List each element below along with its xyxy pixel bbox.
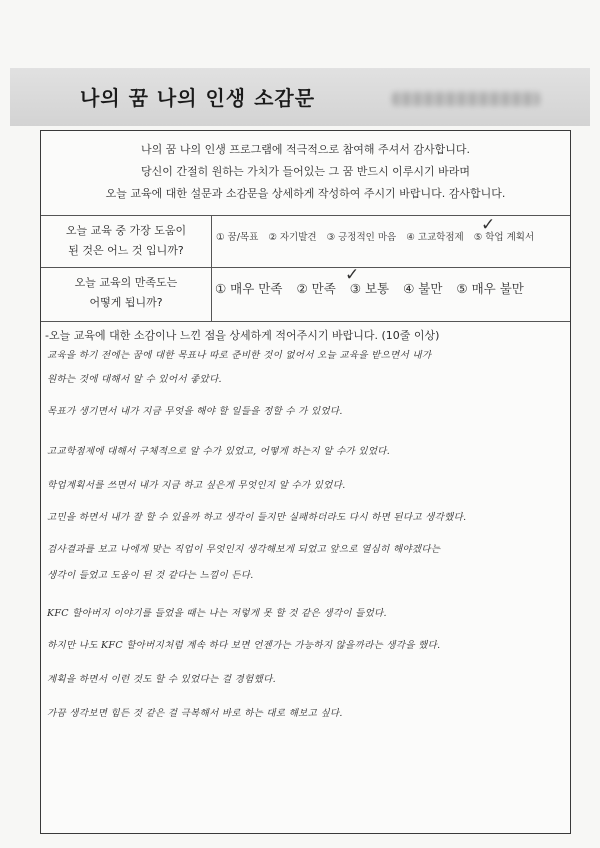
q1-label	[41, 221, 211, 261]
essay-prompt: -오늘 교육에 대한 소감이나 느낀 점을 상세하게 적어주시기 바랍니다. (10줄 이상)	[45, 329, 440, 342]
handwriting-line: 계획을 하면서 이런 것도 할 수 있었다는 걸 경험했다.	[47, 674, 276, 685]
q1-option[interactable]: ④ 고교학점제	[406, 232, 464, 243]
q1-option[interactable]: ① 꿈/목표	[216, 232, 259, 243]
feedback-form	[40, 130, 571, 834]
divider	[41, 321, 570, 322]
q2-label	[41, 273, 211, 313]
q1-option[interactable]: ② 자기발견	[268, 232, 317, 243]
q2-option[interactable]: ⑤ 매우 불만	[456, 281, 524, 296]
handwriting-line: 고교학점제에 대해서 구체적으로 알 수가 있었고, 어떻게 하는지 알 수가 있었다.	[47, 446, 391, 457]
handwriting-line: 생각이 들었고 도움이 된 것 같다는 느낌이 든다.	[47, 570, 254, 581]
q1-label-line: 된 것은 어느 것 입니까?	[68, 244, 184, 257]
divider	[41, 267, 570, 268]
q1-option[interactable]: ⑤ 학업 계획서	[473, 232, 535, 243]
intro-text	[41, 139, 570, 205]
q2-options	[215, 279, 571, 297]
redacted-name	[392, 92, 540, 106]
handwriting-line: 학업계획서를 쓰면서 내가 지금 하고 싶은게 무엇인지 알 수가 있었다.	[47, 480, 346, 491]
q2-label-line: 오늘 교육의 만족도는	[74, 276, 178, 289]
column-divider	[211, 215, 212, 321]
q1-check-mark: ✓	[481, 215, 496, 235]
intro-line: 나의 꿈 나의 인생 프로그램에 적극적으로 참여해 주셔서 감사합니다.	[141, 143, 470, 156]
q2-option[interactable]: ③ 보통	[349, 281, 390, 296]
page-title: 나의 꿈 나의 인생 소감문	[80, 86, 316, 110]
handwriting-line: 검사결과를 보고 나에게 맞는 직업이 무엇인지 생각해보게 되었고 앞으로 열심히 해야겠다는	[47, 544, 441, 555]
q1-option[interactable]: ③ 긍정적인 마음	[326, 232, 397, 243]
handwriting-line: 하지만 나도 KFC 할아버지처럼 계속 하다 보면 언젠가는 가능하지 않을까라는 생각을 했다.	[47, 640, 441, 651]
handwriting-line: 고민을 하면서 내가 잘 할 수 있을까 하고 생각이 들지만 실패하더라도 다시 하면 된다고 생각했다.	[47, 512, 467, 523]
q2-label-line: 어떻게 됩니까?	[89, 296, 163, 309]
handwriting-line: 원하는 것에 대해서 알 수 있어서 좋았다.	[47, 374, 222, 385]
q1-label-line: 오늘 교육 중 가장 도움이	[65, 224, 187, 237]
handwriting-line: 가끔 생각보면 힘든 것 같은 걸 극복해서 바로 하는 대로 해보고 싶다.	[47, 708, 343, 719]
handwriting-line: 목표가 생기면서 내가 지금 무엇을 해야 할 일들을 정할 수 가 있었다.	[47, 406, 343, 417]
handwriting-line: 교육을 하기 전에는 꿈에 대한 목표나 따로 준비한 것이 없어서 오늘 교육을 받으면서 내가	[47, 350, 432, 361]
q2-option[interactable]: ① 매우 만족	[215, 281, 283, 296]
q1-options	[216, 229, 568, 243]
intro-line: 오늘 교육에 대한 설문과 소감문을 상세하게 작성하여 주시기 바랍니다. 감사합니다.	[105, 187, 506, 200]
q2-check-mark: ✓	[345, 265, 360, 285]
q2-option[interactable]: ④ 불만	[403, 281, 443, 296]
q2-option[interactable]: ② 만족	[296, 281, 336, 296]
intro-line: 당신이 간절히 원하는 가치가 들어있는 그 꿈 반드시 이루시기 바라며	[141, 165, 470, 178]
handwriting-line: KFC 할아버지 이야기를 들었을 때는 나는 저렇게 못 할 것 같은 생각이 들었다.	[47, 608, 387, 619]
